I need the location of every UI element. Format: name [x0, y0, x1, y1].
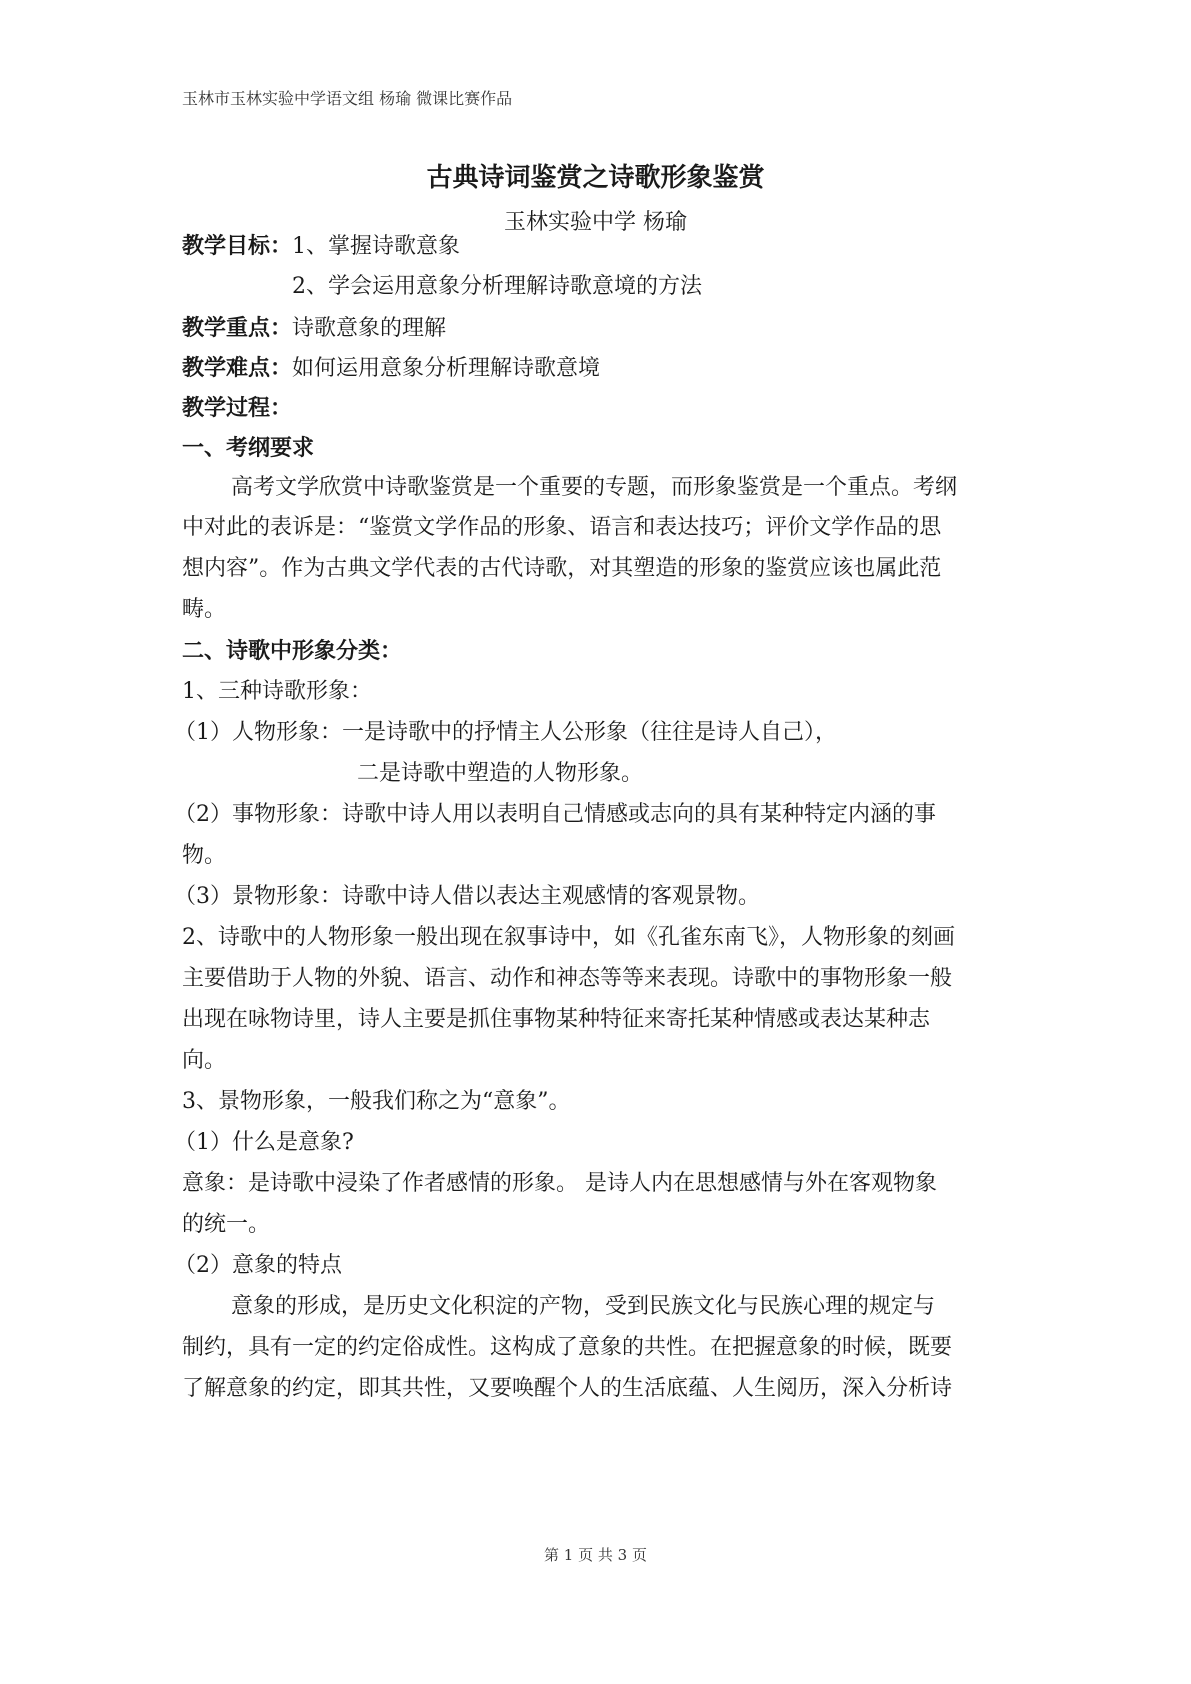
section-2-line: 物。	[182, 843, 227, 868]
page-footer: 第 1 页 共 3 页	[544, 1546, 647, 1564]
teaching-goal-1: 1、掌握诗歌意象	[292, 234, 461, 259]
section-2-line: （1）人物形象：一是诗歌中的抒情主人公形象（往往是诗人自己），	[174, 720, 837, 745]
teaching-key-point	[182, 314, 446, 343]
section-2-line: 主要借助于人物的外貌、语言、动作和神态等等来表现。诗歌中的事物形象一般	[182, 966, 953, 991]
section-2-line: 的统一。	[182, 1212, 271, 1237]
section-2-heading: 二、诗歌中形象分类：	[182, 638, 403, 664]
section-2-line: （3）景物形象：诗歌中诗人借以表达主观感情的客观景物。	[174, 884, 760, 909]
section-2-line: 出现在咏物诗里，诗人主要是抓住事物某种特征来寄托某种情感或表达某种志	[182, 1007, 931, 1032]
section-1-paragraph-line: 畴。	[182, 597, 227, 622]
section-1-paragraph-line: 想内容”。作为古典文学代表的古代诗歌，对其塑造的形象的鉴赏应该也属此范	[182, 556, 942, 581]
section-2-line: 意象的形成，是历史文化积淀的产物，受到民族文化与民族心理的规定与	[231, 1294, 936, 1319]
section-2-line: （2）事物形象：诗歌中诗人用以表明自己情感或志向的具有某种特定内涵的事	[174, 802, 936, 827]
teaching-difficulty	[182, 354, 600, 383]
section-2-line: 意象：是诗歌中浸染了作者感情的形象。 是诗人内在思想感情与外在客观物象	[182, 1171, 937, 1196]
teaching-goals-label: 教学目标：	[182, 233, 293, 259]
section-2-line: 了解意象的约定，即其共性，又要唤醒个人的生活底蕴、人生阅历，深入分析诗	[182, 1376, 953, 1401]
section-2-line: （1）什么是意象?	[174, 1130, 354, 1155]
section-2-line: 向。	[182, 1048, 227, 1073]
difficulty-text: 如何运用意象分析理解诗歌意境	[292, 356, 601, 381]
section-1-paragraph-line: 中对此的表诉是：“鉴赏文学作品的形象、语言和表达技巧；评价文学作品的思	[182, 515, 942, 540]
teaching-process-label: 教学过程：	[182, 395, 293, 421]
section-1-paragraph-line: 高考文学欣赏中诗歌鉴赏是一个重要的专题，而形象鉴赏是一个重点。考纲	[231, 475, 958, 500]
key-point-label: 教学重点：	[182, 315, 293, 341]
document-title: 古典诗词鉴赏之诗歌形象鉴赏	[426, 163, 765, 193]
document-author: 玉林实验中学 杨瑜	[504, 210, 687, 235]
section-2-line: （2）意象的特点	[174, 1253, 342, 1278]
section-2-line: 1、三种诗歌形象：	[182, 679, 372, 704]
difficulty-label: 教学难点：	[182, 355, 293, 381]
section-2-line: 二是诗歌中塑造的人物形象。	[357, 761, 644, 786]
section-2-line: 3、景物形象，一般我们称之为“意象”。	[182, 1089, 571, 1114]
key-point-text: 诗歌意象的理解	[292, 316, 447, 341]
section-2-line: 2、诗歌中的人物形象一般出现在叙事诗中，如《孔雀东南飞》，人物形象的刻画	[182, 925, 955, 950]
section-1-heading: 一、考纲要求	[182, 435, 315, 461]
teaching-goal-2: 2、学会运用意象分析理解诗歌意境的方法	[292, 274, 702, 299]
teaching-goals	[182, 232, 460, 261]
section-2-line: 制约，具有一定的约定俗成性。这构成了意象的共性。在把握意象的时候，既要	[182, 1335, 953, 1360]
page-header: 玉林市玉林实验中学语文组 杨瑜 微课比赛作品	[182, 89, 513, 108]
